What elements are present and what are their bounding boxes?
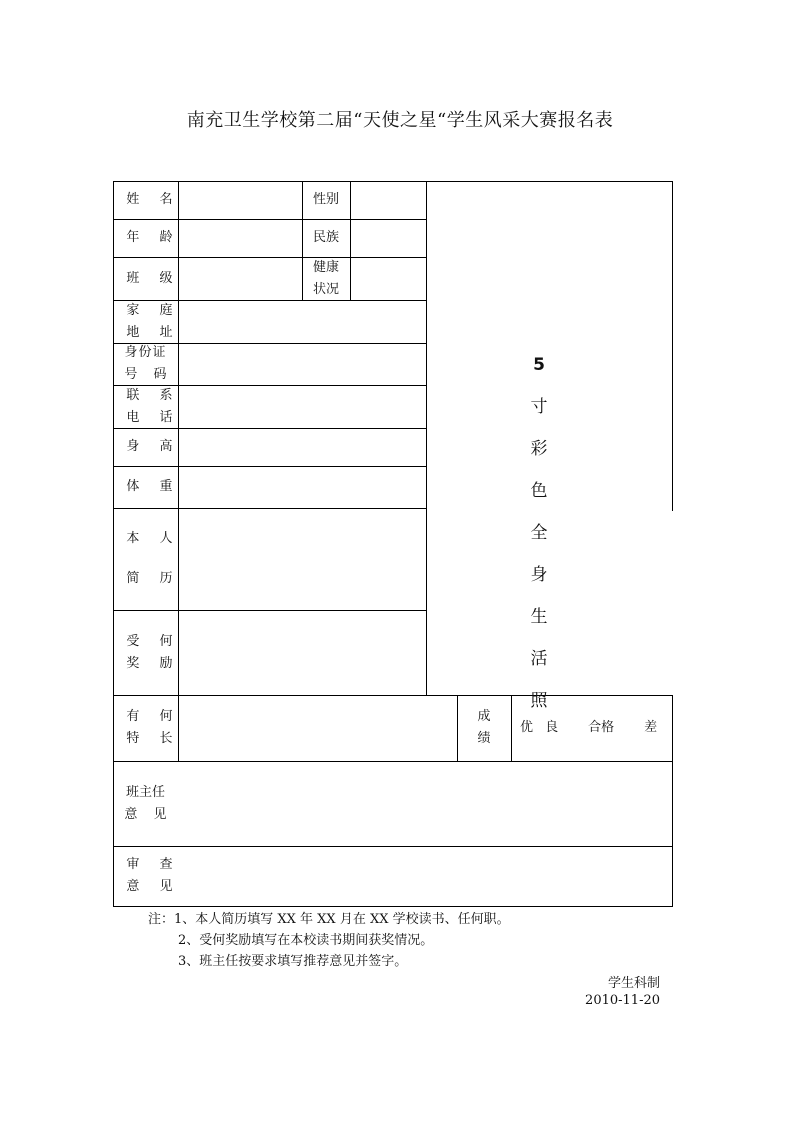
score-label-line2: 绩 — [477, 731, 491, 746]
issue-date: 2010-11-20 — [585, 993, 660, 1008]
photo-note-char: 身 — [530, 565, 548, 585]
awards-field[interactable] — [179, 610, 426, 695]
note-3: 3、班主任按要求填写推荐意见并签字。 — [178, 954, 408, 969]
class-field[interactable] — [179, 257, 302, 300]
review-opinion-label — [113, 846, 186, 906]
review-opinion-label-line1: 审 查 — [126, 857, 181, 872]
address-label-line2: 地 址 — [126, 324, 181, 340]
photo-note-char: 活 — [530, 649, 548, 669]
photo-note-char: 5 — [533, 355, 545, 375]
age-field[interactable] — [179, 219, 302, 257]
teacher-opinion-label — [113, 761, 178, 846]
score-label-line1: 成 — [477, 709, 491, 724]
note-1: 注：1、本人简历填写 XX 年 XX 月在 XX 学校读书、任何职。 — [148, 912, 510, 927]
health-label — [302, 257, 350, 300]
teacher-opinion-label-line1: 班主任 — [125, 784, 165, 800]
teacher-opinion-label-line2: 意 见 — [124, 806, 173, 822]
resume-label-line2: 简 历 — [126, 571, 181, 586]
id-number-label-line2: 号 码 — [124, 367, 173, 382]
address-label — [113, 300, 186, 343]
health-label-line1: 健康 — [312, 259, 339, 275]
name-label: 姓 名 — [126, 192, 181, 207]
awards-label-line2: 奖 励 — [126, 655, 181, 671]
score-option-excellent[interactable]: 优 良 — [520, 720, 563, 735]
teacher-opinion-field[interactable] — [179, 761, 672, 846]
review-opinion-field[interactable] — [179, 846, 672, 906]
talents-label-line2: 特 长 — [126, 731, 181, 746]
id-number-label-line1: 身份证 — [124, 345, 167, 360]
ethnicity-label: 民族 — [312, 230, 339, 245]
table-border-right — [672, 695, 673, 907]
age-label: 年 龄 — [126, 230, 181, 245]
score-option-poor[interactable]: 差 — [644, 720, 658, 735]
height-field[interactable] — [179, 428, 426, 466]
notes-section — [148, 909, 510, 972]
photo-note-char: 彩 — [530, 439, 548, 459]
id-number-label — [113, 343, 178, 385]
phone-label — [113, 385, 186, 428]
talents-label — [113, 695, 186, 761]
registration-form-table — [113, 181, 673, 907]
review-opinion-label-line2: 意 见 — [126, 879, 181, 894]
phone-label-line2: 电 话 — [126, 409, 181, 425]
score-option-pass[interactable]: 合格 — [588, 720, 615, 735]
photo-placeholder-note — [523, 352, 555, 730]
id-number-field[interactable] — [179, 343, 426, 385]
address-field[interactable] — [179, 300, 426, 343]
address-label-line1: 家 庭 — [126, 302, 181, 318]
awards-label-line1: 受 何 — [126, 633, 181, 649]
photo-note-char: 全 — [530, 523, 548, 543]
photo-note-char: 生 — [530, 607, 548, 627]
form-title: 南充卫生学校第二届“天使之星“学生风采大赛报名表 — [186, 110, 614, 131]
talents-field[interactable] — [179, 695, 457, 761]
height-label: 身 高 — [126, 439, 181, 454]
phone-label-line1: 联 系 — [126, 387, 181, 403]
score-label — [457, 695, 511, 761]
photo-box-left — [426, 181, 427, 695]
phone-field[interactable] — [179, 385, 426, 428]
health-label-line2: 状况 — [312, 281, 339, 297]
class-label: 班 级 — [126, 270, 181, 286]
health-field[interactable] — [351, 257, 426, 300]
table-border-right — [672, 181, 673, 511]
resume-label-line1: 本 人 — [126, 531, 181, 546]
photo-note-char: 照 — [530, 691, 548, 711]
weight-label: 体 重 — [126, 479, 181, 494]
awards-label — [113, 610, 186, 695]
note-2: 2、受何奖励填写在本校读书期间获奖情况。 — [178, 933, 434, 948]
gender-label: 性别 — [312, 192, 339, 207]
name-field[interactable] — [179, 181, 302, 219]
photo-note-char: 色 — [530, 481, 548, 501]
resume-field[interactable] — [179, 508, 426, 610]
gender-field[interactable] — [351, 181, 426, 219]
photo-note-char: 寸 — [530, 397, 548, 417]
ethnicity-field[interactable] — [351, 219, 426, 257]
talents-label-line1: 有 何 — [126, 709, 181, 724]
issuer-text: 学生科制 — [607, 976, 660, 991]
table-border-bottom — [113, 906, 673, 907]
weight-field[interactable] — [179, 466, 426, 508]
resume-label — [113, 508, 186, 610]
